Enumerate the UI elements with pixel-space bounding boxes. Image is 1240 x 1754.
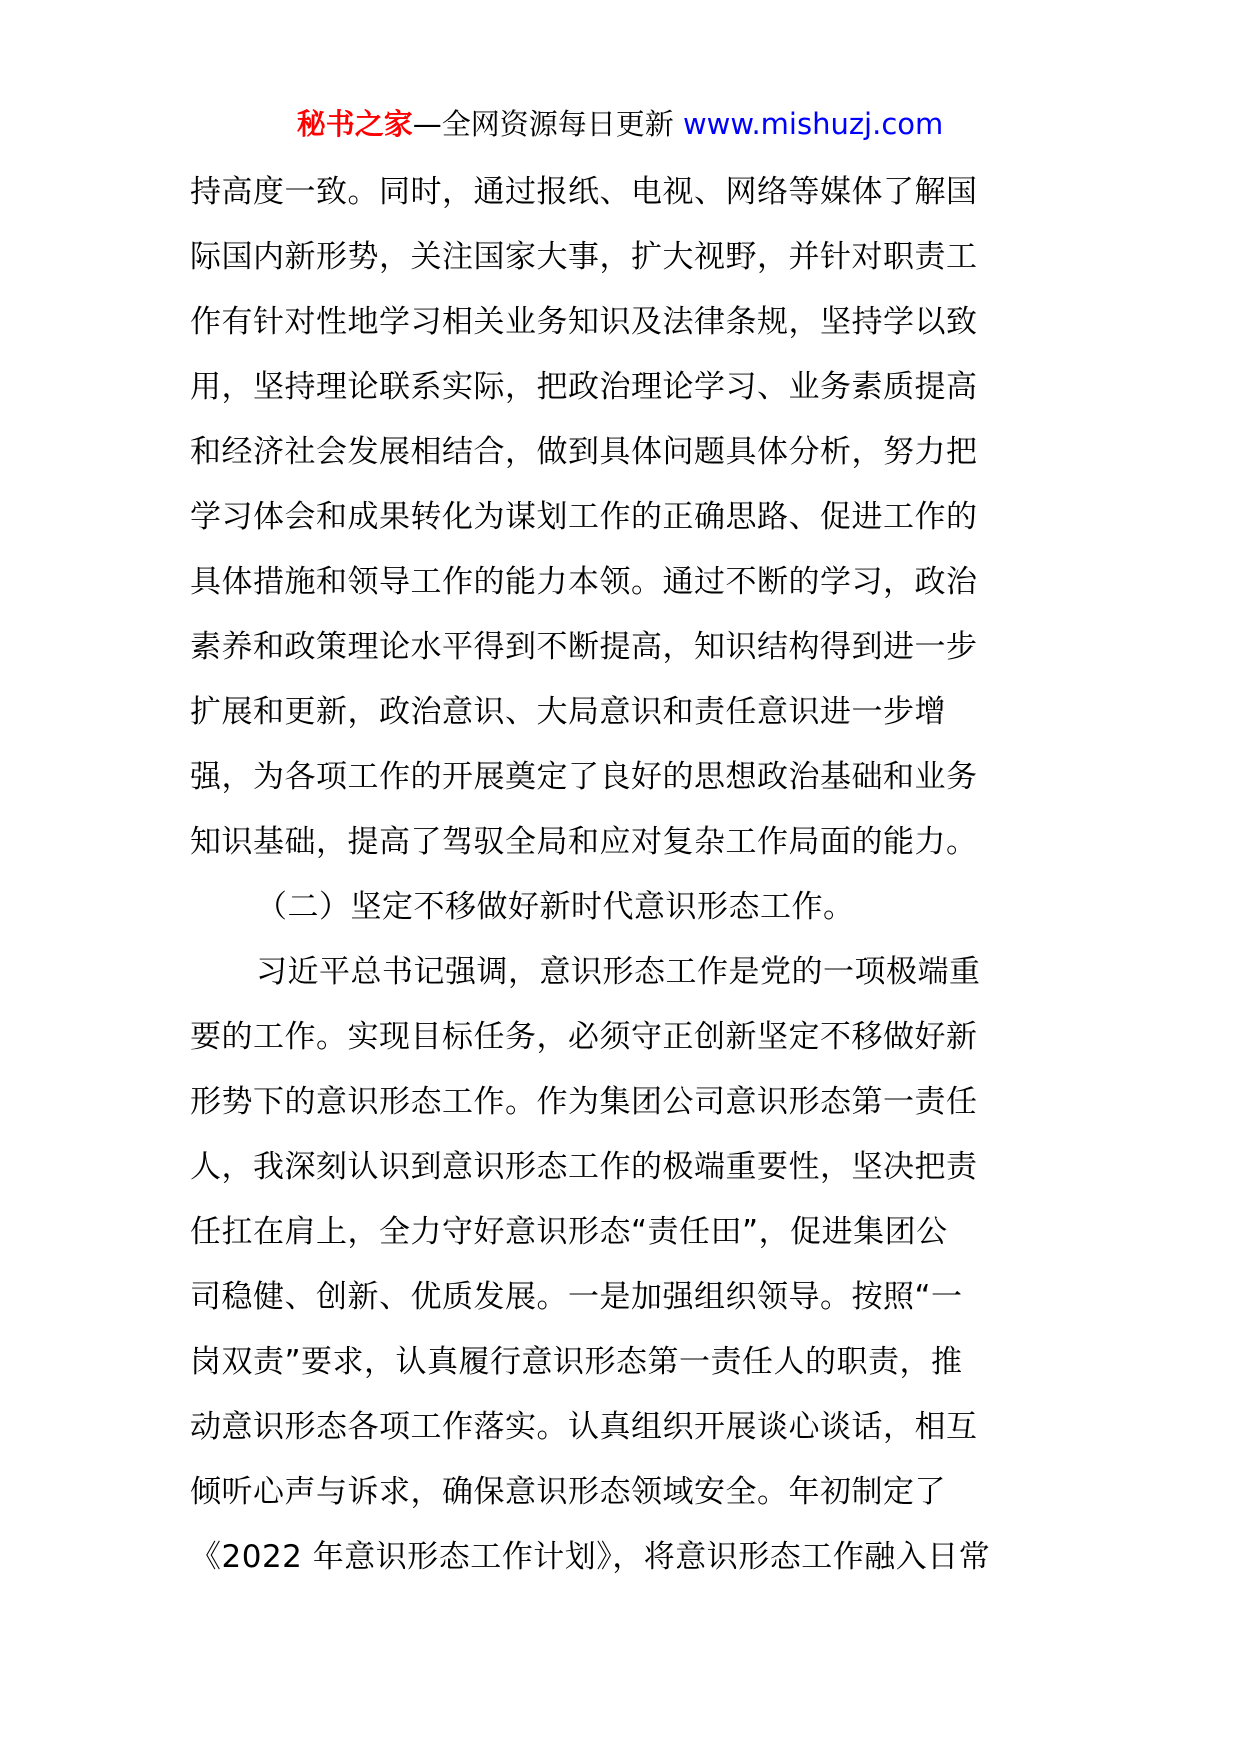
body-line: 和经济社会发展相结合，做到具体问题具体分析，努力把: [190, 434, 978, 470]
document-body: [190, 160, 1060, 1590]
body-line: 强，为各项工作的开展奠定了良好的思想政治基础和业务: [190, 759, 978, 795]
body-line: 际国内新形势，关注国家大事，扩大视野，并针对职责工: [190, 239, 978, 275]
site-name: 秘书之家: [296, 107, 413, 141]
body-line: 形势下的意识形态工作。作为集团公司意识形态第一责任: [190, 1084, 978, 1120]
page-header: [0, 100, 1240, 148]
body-line: 倾听心声与诉求，确保意识形态领域安全。年初制定了: [190, 1474, 946, 1510]
body-line: 扩展和更新，政治意识、大局意识和责任意识进一步增: [190, 694, 946, 730]
body-line: 持高度一致。同时，通过报纸、电视、网络等媒体了解国: [190, 174, 978, 210]
body-line: 人，我深刻认识到意识形态工作的极端重要性，坚决把责: [190, 1149, 978, 1185]
section-heading: （二）坚定不移做好新时代意识形态工作。: [256, 889, 855, 925]
body-line: 《2022 年意识形态工作计划》，将意识形态工作融入日常: [190, 1539, 991, 1575]
body-line: 动意识形态各项工作落实。认真组织开展谈心谈话，相互: [190, 1409, 978, 1445]
body-line: 岗双责”要求，认真履行意识形态第一责任人的职责，推: [190, 1344, 963, 1380]
body-line: 具体措施和领导工作的能力本领。通过不断的学习，政治: [190, 564, 978, 600]
header-tagline: —全网资源每日更新: [412, 107, 683, 141]
body-line: 要的工作。实现目标任务，必须守正创新坚定不移做好新: [190, 1019, 978, 1055]
paragraph-start-line: 习近平总书记强调，意识形态工作是党的一项极端重: [256, 954, 981, 990]
body-line: 知识基础，提高了驾驭全局和应对复杂工作局面的能力。: [190, 824, 978, 860]
body-line: 素养和政策理论水平得到不断提高，知识结构得到进一步: [190, 629, 978, 665]
body-line: 任扛在肩上，全力守好意识形态“责任田”，促进集团公: [190, 1214, 948, 1250]
body-line: 学习体会和成果转化为谋划工作的正确思路、促进工作的: [190, 499, 978, 535]
body-line: 用，坚持理论联系实际，把政治理论学习、业务素质提高: [190, 369, 978, 405]
site-url[interactable]: www.mishuzj.com: [682, 107, 944, 141]
body-line: 作有针对性地学习相关业务知识及法律条规，坚持学以致: [190, 304, 978, 340]
body-line: 司稳健、创新、优质发展。一是加强组织领导。按照“一: [190, 1279, 963, 1315]
